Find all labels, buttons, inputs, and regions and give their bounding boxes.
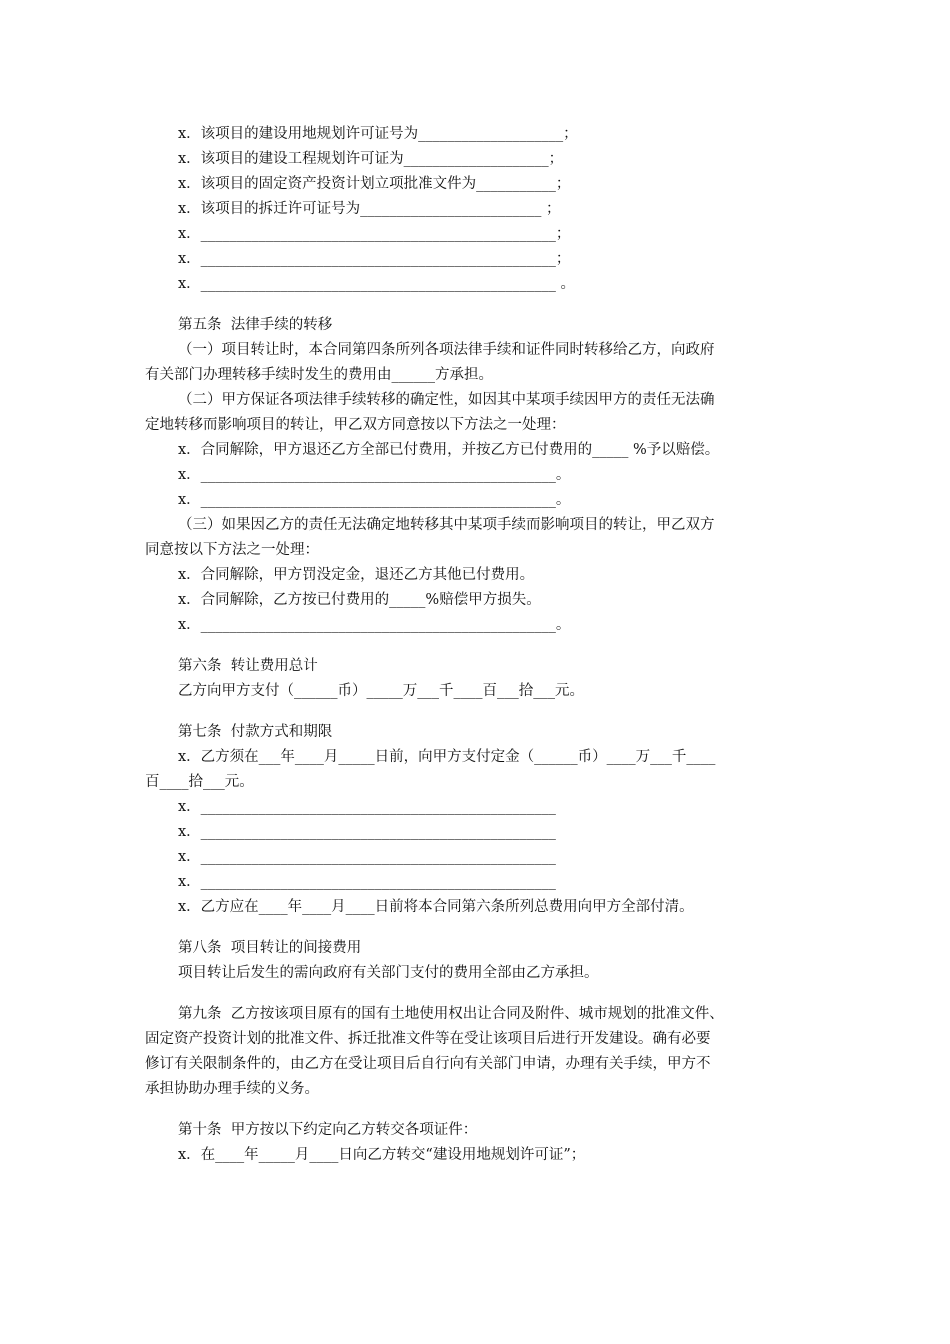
- list-item: x．_________________________________________________: [178, 849, 556, 865]
- spacer: [145, 297, 805, 313]
- section-5: [145, 313, 805, 638]
- paragraph-line: 项目转让后发生的需向政府有关部门支付的费用全部由乙方承担。: [178, 965, 599, 981]
- list-item: x．_________________________________________________ 。: [178, 276, 576, 292]
- list-item: x．_________________________________________________: [178, 874, 556, 890]
- paragraph-line: 固定资产投资计划的批准文件、拆迁批准文件等在受让该项目后进行开发建设。确有必要: [145, 1031, 711, 1047]
- list-item: x．_________________________________________________；: [178, 226, 571, 242]
- list-item: x．乙方应在____年____月____日前将本合同第六条所列总费用向甲方全部付清。: [178, 899, 694, 915]
- list-item: x．该项目的固定资产投资计划立项批准文件为___________；: [178, 176, 571, 192]
- contract-page: [145, 122, 805, 1168]
- section-10-title: 第十条 甲方按以下约定向乙方转交各项证件：: [178, 1122, 478, 1138]
- paragraph-line: （一）项目转让时，本合同第四条所列各项法律手续和证件同时转移给乙方，向政府: [178, 342, 715, 358]
- list-item: x．_________________________________________________；: [178, 251, 571, 267]
- section-8: [145, 936, 805, 986]
- list-item: x．_________________________________________________: [178, 799, 556, 815]
- list-item: x．乙方须在___年____月_____日前，向甲方支付定金（______币）____万___千____: [178, 749, 716, 765]
- paragraph-line: 百____拾___元。: [145, 774, 254, 790]
- spacer: [145, 986, 805, 1002]
- list-item: x．合同解除，乙方按已付费用的_____%赔偿甲方损失。: [178, 592, 541, 608]
- paragraph-line: （三）如果因乙方的责任无法确定地转移其中某项手续而影响项目的转让，甲乙双方: [178, 517, 715, 533]
- paragraph-line: 第九条 乙方按该项目原有的国有土地使用权出让合同及附件、城市规划的批准文件、: [178, 1006, 724, 1022]
- paragraph-line: 有关部门办理转移手续时发生的费用由______方承担。: [145, 367, 493, 383]
- list-item: x．该项目的建设用地规划许可证号为____________________；: [178, 126, 578, 142]
- section-6: [145, 654, 805, 704]
- list-item: x．_________________________________________________: [178, 824, 556, 840]
- paragraph-line: （二）甲方保证各项法律手续转移的确定性，如因其中某项手续因甲方的责任无法确: [178, 392, 715, 408]
- section-4-items: [145, 122, 805, 297]
- list-item: x．在____年_____月____日向乙方转交“建设用地规划许可证”；: [178, 1147, 586, 1163]
- list-item: x．合同解除，甲方退还乙方全部已付费用，并按乙方已付费用的_____ %予以赔偿。: [178, 442, 720, 458]
- list-item: x．_________________________________________________。: [178, 492, 571, 508]
- list-item: x．_________________________________________________。: [178, 617, 571, 633]
- section-7: [145, 720, 805, 920]
- section-6-title: 第六条 转让费用总计: [178, 658, 318, 674]
- paragraph-line: 修订有关限制条件的，由乙方在受让项目后自行向有关部门申请，办理有关手续，甲方不: [145, 1056, 711, 1072]
- paragraph-line: 乙方向甲方支付（______币）_____万___千____百___拾___元。: [178, 683, 584, 699]
- spacer: [145, 638, 805, 654]
- section-5-title: 第五条 法律手续的转移: [178, 317, 333, 333]
- list-item: x．_________________________________________________。: [178, 467, 571, 483]
- paragraph-line: 承担协助办理手续的义务。: [145, 1081, 319, 1097]
- spacer: [145, 1102, 805, 1118]
- list-item: x．合同解除，甲方罚没定金，退还乙方其他已付费用。: [178, 567, 535, 583]
- section-7-title: 第七条 付款方式和期限: [178, 724, 333, 740]
- paragraph-line: 同意按以下方法之一处理：: [145, 542, 319, 558]
- paragraph-line: 定地转移而影响项目的转让，甲乙双方同意按以下方法之一处理：: [145, 417, 566, 433]
- list-item: x．该项目的拆迁许可证号为_________________________ ；: [178, 201, 561, 217]
- section-9: [145, 1002, 805, 1102]
- spacer: [145, 704, 805, 720]
- spacer: [145, 920, 805, 936]
- list-item: x．该项目的建设工程规划许可证为____________________；: [178, 151, 564, 167]
- section-8-title: 第八条 项目转让的间接费用: [178, 940, 362, 956]
- section-10: [145, 1118, 805, 1168]
